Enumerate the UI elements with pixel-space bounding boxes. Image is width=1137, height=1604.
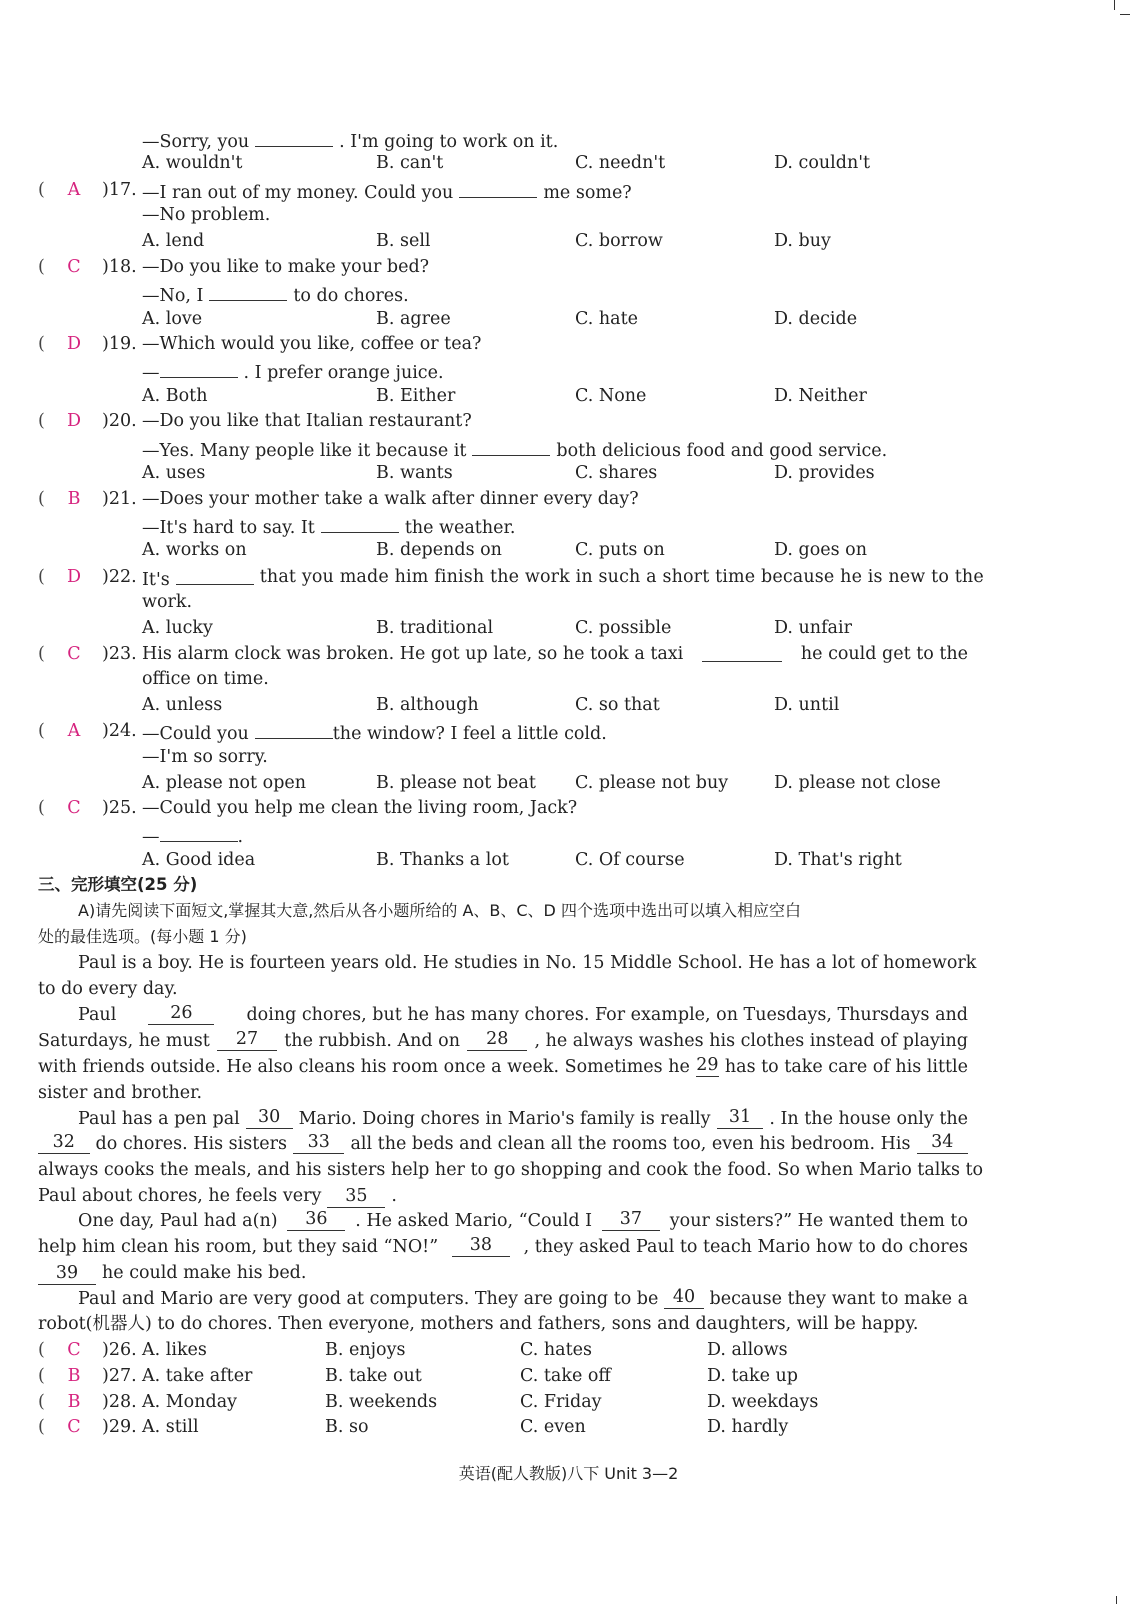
section-instructions-2: 处的最佳选项。(每小题 1 分) xyxy=(38,927,247,946)
answer-mark: D xyxy=(66,567,82,587)
option-c: C. puts on xyxy=(575,540,665,560)
q24-options xyxy=(0,770,1137,796)
question-number: )18. xyxy=(102,257,137,277)
open-paren: ( xyxy=(38,1340,45,1360)
option-a: A. please not open xyxy=(142,773,307,793)
page-footer: 英语(配人教版)八下 Unit 3—2 xyxy=(458,1464,679,1483)
option-c: C. even xyxy=(520,1417,586,1437)
option-a: A. likes xyxy=(142,1340,207,1360)
option-c: C. take off xyxy=(520,1366,611,1386)
q17-line2: —No problem. xyxy=(142,205,271,225)
answer-mark: B xyxy=(67,489,81,509)
section-instructions: A)请先阅读下面短文,掌握其大意,然后从各小题所给的 A、B、C、D 四个选项中选出可以填入相应空白 xyxy=(78,901,801,920)
option-b: B. please not beat xyxy=(376,773,536,793)
crop-mark xyxy=(1120,14,1130,15)
question-17: ( A )17. —I ran out of my money. Could you me some? xyxy=(0,177,1137,203)
answer-blank xyxy=(321,512,399,533)
option-d: D. couldn't xyxy=(774,153,871,173)
open-paren: ( xyxy=(38,489,45,509)
q18-options xyxy=(0,306,1137,332)
option-b: B. weekends xyxy=(325,1392,438,1412)
answer-mark: B xyxy=(67,1366,81,1386)
question-19: ( D )19. —Which would you like, coffee or tea? xyxy=(0,331,1137,357)
cloze-question-27 xyxy=(0,1363,1137,1389)
passage-line: One day, Paul had a(n) 36 . He asked Mario, “Could I 37 your sisters?” He wanted them to xyxy=(78,1209,968,1231)
answer-mark: A xyxy=(67,180,81,200)
option-a: A. lucky xyxy=(142,618,213,638)
option-a: A. lend xyxy=(142,231,205,251)
q19-options xyxy=(0,383,1137,409)
answer-mark: D xyxy=(66,411,82,431)
q22-line2: work. xyxy=(142,592,193,612)
question-25: ( C )25. —Could you help me clean the living room, Jack? xyxy=(0,795,1137,821)
blank-39: 39 xyxy=(38,1262,96,1285)
q24-line2: —I'm so sorry. xyxy=(142,747,268,767)
option-c: C. so that xyxy=(575,695,660,715)
question-number: )22. xyxy=(102,567,137,587)
question-number: )17. xyxy=(102,180,137,200)
question-number: )20. xyxy=(102,411,137,431)
blank-30: 30 xyxy=(246,1106,293,1129)
q25-options xyxy=(0,847,1137,873)
answer-mark: D xyxy=(66,334,82,354)
open-paren: ( xyxy=(38,1366,45,1386)
q19-line2: — . I prefer orange juice. xyxy=(0,357,1137,383)
option-b: B. take out xyxy=(325,1366,422,1386)
q22-options xyxy=(0,615,1137,641)
blank-27: 27 xyxy=(217,1028,277,1051)
cloze-question-26 xyxy=(0,1337,1137,1363)
option-d: D. allows xyxy=(707,1340,788,1360)
blank-29: 29 xyxy=(696,1055,719,1075)
blank-28: 28 xyxy=(467,1028,527,1051)
cloze-question-29 xyxy=(0,1414,1137,1440)
answer-blank xyxy=(255,126,333,147)
question-24: ( A )24. —Could you the window? I feel a little cold. xyxy=(0,718,1137,744)
crop-mark xyxy=(1114,0,1115,10)
passage-line: Paul about chores, he feels very 35 . xyxy=(38,1186,397,1206)
question-20: ( D )20. —Do you like that Italian restaurant? xyxy=(0,408,1137,434)
option-a: A. take after xyxy=(142,1366,253,1386)
blank-33: 33 xyxy=(293,1131,345,1154)
option-c: C. please not buy xyxy=(575,773,729,793)
option-b: B. so xyxy=(325,1417,369,1437)
answer-mark: C xyxy=(67,798,81,818)
blank-38: 38 xyxy=(452,1234,510,1257)
option-d: D. goes on xyxy=(774,540,867,560)
option-a: A. Both xyxy=(142,386,208,406)
option-a: A. works on xyxy=(142,540,247,560)
answer-blank xyxy=(255,718,333,739)
question-number: )21. xyxy=(102,489,137,509)
open-paren: ( xyxy=(38,411,45,431)
open-paren: ( xyxy=(38,1417,45,1437)
option-d: D. unfair xyxy=(774,618,852,638)
option-c: C. shares xyxy=(575,463,658,483)
q23-options xyxy=(0,692,1137,718)
option-b: B. agree xyxy=(376,309,451,329)
q21-options xyxy=(0,537,1137,563)
option-c: C. Of course xyxy=(575,850,685,870)
passage-line: to do every day. xyxy=(38,979,178,999)
option-d: D. weekdays xyxy=(707,1392,819,1412)
option-c: C. possible xyxy=(575,618,672,638)
question-number: )25. xyxy=(102,798,137,818)
answer-mark: A xyxy=(67,721,81,741)
blank-36: 36 xyxy=(287,1208,345,1231)
answer-blank xyxy=(160,357,238,378)
option-d: D. please not close xyxy=(774,773,941,793)
option-c: C. Friday xyxy=(520,1392,602,1412)
answer-blank xyxy=(160,821,238,842)
question-number: )24. xyxy=(102,721,137,741)
answer-mark: C xyxy=(67,644,81,664)
open-paren: ( xyxy=(38,180,45,200)
q20-options xyxy=(0,460,1137,486)
blank-34: 34 xyxy=(917,1131,969,1154)
option-d: D. buy xyxy=(774,231,831,251)
q25-line2: — . xyxy=(0,821,1137,847)
passage-line: Paul is a boy. He is fourteen years old. He studies in No. 15 Middle School. He has a lot of homework xyxy=(78,953,977,973)
option-d: D. That's right xyxy=(774,850,902,870)
option-b: B. can't xyxy=(376,153,444,173)
q21-line2: —It's hard to say. It the weather. xyxy=(0,512,1137,538)
open-paren: ( xyxy=(38,1392,45,1412)
question-number: )27. xyxy=(102,1366,137,1386)
passage-line: sister and brother. xyxy=(38,1083,203,1103)
option-b: B. although xyxy=(376,695,479,715)
section-heading: 三、完形填空(25 分) xyxy=(38,875,198,894)
passage-line: Paul has a pen pal 30 Mario. Doing chores in Mario's family is really 31 . In the house only the xyxy=(78,1107,968,1129)
question-number: )26. xyxy=(102,1340,137,1360)
answer-mark: B xyxy=(67,1392,81,1412)
option-b: B. wants xyxy=(376,463,453,483)
passage-line: Paul 26 doing chores, but he has many chores. For example, on Tuesdays, Thursdays and xyxy=(78,1003,968,1025)
option-d: D. provides xyxy=(774,463,875,483)
option-b: B. Thanks a lot xyxy=(376,850,509,870)
question-23: ( C )23. His alarm clock was broken. He got up late, so he took a taxi he could get to the xyxy=(0,641,1137,667)
answer-mark: C xyxy=(67,1340,81,1360)
q16-dialog-line: —Sorry, you . I'm going to work on it. xyxy=(0,126,1137,152)
answer-blank xyxy=(702,641,782,662)
q18-line2: —No, I to do chores. xyxy=(0,280,1137,306)
blank-37: 37 xyxy=(602,1208,660,1231)
passage-line: help him clean his room, but they said “NO!” 38 , they asked Paul to teach Mario how to do chores xyxy=(38,1235,968,1257)
option-c: C. borrow xyxy=(575,231,663,251)
passage-line: robot(机器人) to do chores. Then everyone, mothers and fathers, sons and daughters, will be happy. xyxy=(38,1314,919,1334)
option-a: A. wouldn't xyxy=(142,153,243,173)
open-paren: ( xyxy=(38,721,45,741)
passage-line: with friends outside. He also cleans his room once a week. Sometimes he 29 has to take care of his little xyxy=(38,1055,968,1077)
passage-line: 32 do chores. His sisters 33 all the beds and clean all the rooms too, even his bedroom. His 34 xyxy=(0,1131,1137,1157)
answer-mark: C xyxy=(67,1417,81,1437)
answer-blank xyxy=(459,177,537,198)
blank-32: 32 xyxy=(38,1131,90,1154)
open-paren: ( xyxy=(38,334,45,354)
option-c: C. None xyxy=(575,386,647,406)
option-d: D. Neither xyxy=(774,386,867,406)
open-paren: ( xyxy=(38,257,45,277)
q16-options xyxy=(0,150,1137,176)
open-paren: ( xyxy=(38,567,45,587)
passage-line: 39 he could make his bed. xyxy=(0,1260,1137,1286)
option-c: C. needn't xyxy=(575,153,666,173)
option-a: A. love xyxy=(142,309,203,329)
question-22: ( D )22. It's that you made him finish the work in such a short time because he is new to the xyxy=(0,564,1137,590)
crop-mark xyxy=(1116,1596,1117,1604)
question-number: )23. xyxy=(102,644,137,664)
q23-line2: office on time. xyxy=(142,669,269,689)
option-a: A. Monday xyxy=(142,1392,238,1412)
cloze-question-28 xyxy=(0,1389,1137,1415)
blank-35: 35 xyxy=(327,1185,385,1208)
question-21: ( B )21. —Does your mother take a walk after dinner every day? xyxy=(0,486,1137,512)
answer-blank xyxy=(472,435,550,456)
option-b: B. depends on xyxy=(376,540,502,560)
passage-line: Paul and Mario are very good at computers. They are going to be 40 because they want to make a xyxy=(78,1287,968,1309)
q17-options xyxy=(0,228,1137,254)
blank-31: 31 xyxy=(717,1106,764,1129)
question-number: )19. xyxy=(102,334,137,354)
option-b: B. enjoys xyxy=(325,1340,406,1360)
option-a: A. unless xyxy=(142,695,223,715)
answer-mark: C xyxy=(67,257,81,277)
passage-line: always cooks the meals, and his sisters help her to go shopping and cook the food. So when Mario talks to xyxy=(38,1160,984,1180)
option-c: C. hate xyxy=(575,309,638,329)
open-paren: ( xyxy=(38,798,45,818)
option-d: D. until xyxy=(774,695,840,715)
blank-40: 40 xyxy=(664,1286,703,1309)
option-d: D. take up xyxy=(707,1366,798,1386)
passage-line: Saturdays, he must 27 the rubbish. And on 28 , he always washes his clothes instead of playing xyxy=(38,1029,968,1051)
option-a: A. still xyxy=(142,1417,199,1437)
option-b: B. sell xyxy=(376,231,431,251)
q20-line2: —Yes. Many people like it because it both delicious food and good service. xyxy=(0,435,1137,461)
open-paren: ( xyxy=(38,644,45,664)
question-18: ( C )18. —Do you like to make your bed? xyxy=(0,254,1137,280)
answer-blank xyxy=(176,564,254,585)
option-b: B. traditional xyxy=(376,618,494,638)
option-d: D. decide xyxy=(774,309,858,329)
option-d: D. hardly xyxy=(707,1417,789,1437)
question-number: )28. xyxy=(102,1392,137,1412)
answer-blank xyxy=(209,280,287,301)
question-number: )29. xyxy=(102,1417,137,1437)
blank-26: 26 xyxy=(148,1002,214,1025)
option-a: A. Good idea xyxy=(142,850,256,870)
option-b: B. Either xyxy=(376,386,456,406)
option-c: C. hates xyxy=(520,1340,592,1360)
option-a: A. uses xyxy=(142,463,206,483)
